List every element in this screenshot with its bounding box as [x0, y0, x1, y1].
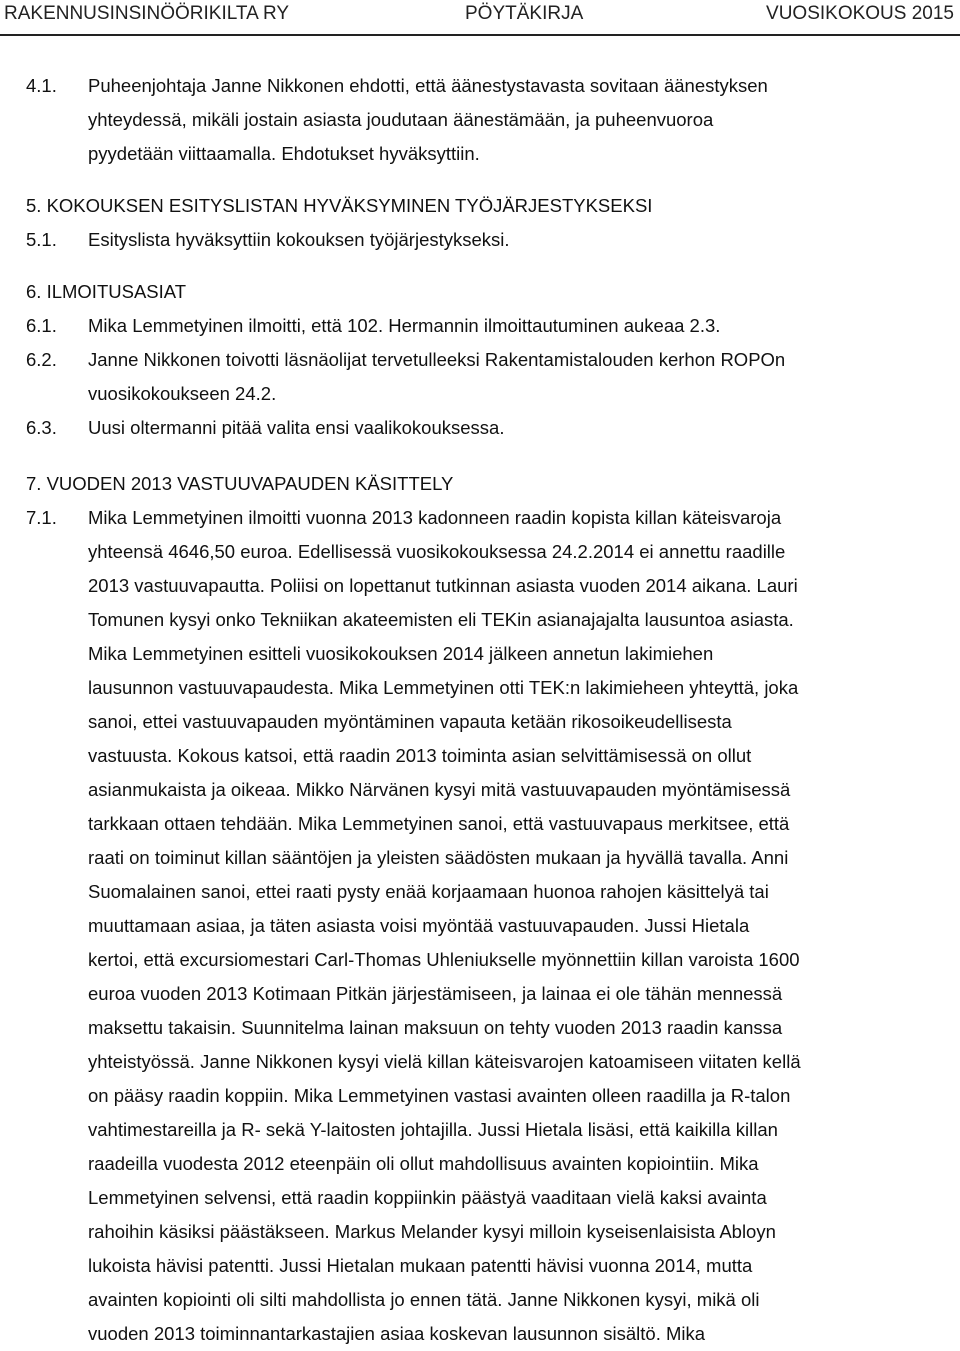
- item-text: tarkkaan ottaen tehdään. Mika Lemmetyinen sanoi, että vastuuvapaus merkitsee, että: [88, 813, 790, 834]
- item-text: Mika Lemmetyinen ilmoitti vuonna 2013 kadonneen raadin kopista killan käteisvaroja: [88, 507, 782, 528]
- section-7-heading: 7. VUODEN 2013 VASTUUVAPAUDEN KÄSITTELY: [26, 473, 454, 494]
- minutes-body: [0, 69, 960, 1351]
- item-line: [0, 1181, 960, 1215]
- section-heading: [0, 275, 960, 309]
- item-line: [0, 1317, 960, 1351]
- item-line: [0, 1113, 960, 1147]
- item-line: [0, 501, 960, 535]
- item-line: [0, 569, 960, 603]
- item-text: yhteensä 4646,50 euroa. Edellisessä vuosikokouksessa 24.2.2014 ei annettu raadille: [88, 541, 786, 562]
- item-text: raadeilla vuodesta 2012 eteenpäin oli ollut mahdollisuus avainten kopiointiin. Mika: [88, 1153, 759, 1174]
- item-text: Suomalainen sanoi, ettei raati pysty enää korjaamaan huonoa rahojen käsittelyä tai: [88, 881, 769, 902]
- item-text: Mika Lemmetyinen ilmoitti, että 102. Hermannin ilmoittautuminen aukeaa 2.3.: [88, 315, 721, 336]
- item-text: avainten kopiointi oli silti mahdollista jo ennen tätä. Janne Nikkonen kysyi, mikä oli: [88, 1289, 760, 1310]
- item-text: rahoihin käsiksi päästäkseen. Markus Melander kysyi milloin kyseisenlaisista Abloyn: [88, 1221, 776, 1242]
- item-text: sanoi, ettei vastuuvapauden myöntäminen vapauta ketään rikosoikeudellisesta: [88, 711, 732, 732]
- item-text: vahtimestareilla ja R- sekä Y-laitosten johtajilla. Jussi Hietala lisäsi, että kaikilla killan: [88, 1119, 778, 1140]
- item-line: [0, 671, 960, 705]
- section-5-heading: 5. KOKOUKSEN ESITYSLISTAN HYVÄKSYMINEN TYÖJÄRJESTYKSEKSI: [26, 195, 653, 216]
- item-text: asianmukaista ja oikeaa. Mikko Närvänen kysyi mitä vastuuvapauden myöntämisessä: [88, 779, 791, 800]
- item-line: [0, 1249, 960, 1283]
- item-line: [0, 875, 960, 909]
- item-number: 5.1.: [26, 229, 57, 250]
- item-line: [0, 909, 960, 943]
- item-text: maksettu takaisin. Suunnitelma lainan maksuun on tehty vuoden 2013 raadin kanssa: [88, 1017, 783, 1038]
- item-line: [0, 137, 960, 171]
- item-number: 4.1.: [26, 75, 57, 96]
- section-5: [0, 189, 960, 257]
- item-text: vuosikokoukseen 24.2.: [88, 383, 277, 404]
- page-header: [0, 0, 960, 30]
- item-line: [0, 807, 960, 841]
- item-text: lausunnon vastuuvapaudesta. Mika Lemmetyinen otti TEK:n lakimieheen yhteyttä, joka: [88, 677, 799, 698]
- item-text: Tomunen kysyi onko Tekniikan akateemisten eli TEKin asianajajalta lausuntoa asiasta.: [88, 609, 794, 630]
- item-line: [0, 841, 960, 875]
- item-text: Uusi oltermanni pitää valita ensi vaalikokouksessa.: [88, 417, 505, 438]
- header-divider: [0, 34, 960, 36]
- item-line: [0, 103, 960, 137]
- section-7: [0, 467, 960, 1351]
- item-text: yhteistyössä. Janne Nikkonen kysyi vielä killan käteisvarojen katoamiseen viitaten kellä: [88, 1051, 801, 1072]
- item-text: kertoi, että excursiomestari Carl-Thomas Uhleniukselle myönnettiin killan varoista 1600: [88, 949, 800, 970]
- item-line: [0, 535, 960, 569]
- item-text: lukoista hävisi patentti. Jussi Hietalan mukaan patentti hävisi vuonna 2014, mutta: [88, 1255, 753, 1276]
- item-line: [0, 977, 960, 1011]
- item-text: vastuusta. Kokous katsoi, että raadin 2013 toiminta asian selvittämisessä on ollut: [88, 745, 752, 766]
- section-heading: [0, 189, 960, 223]
- item-line: [0, 1215, 960, 1249]
- item-line: [0, 603, 960, 637]
- item-text: Puheenjohtaja Janne Nikkonen ehdotti, että äänestystavasta sovitaan äänestyksen: [88, 75, 768, 96]
- item-number: 7.1.: [26, 507, 57, 528]
- item-line: [0, 223, 960, 257]
- item-text: yhteydessä, mikäli jostain asiasta joudutaan äänestämään, ja puheenvuoroa: [88, 109, 714, 130]
- item-text: 2013 vastuuvapautta. Poliisi on lopettanut tutkinnan asiasta vuoden 2014 aikana. Lauri: [88, 575, 798, 596]
- section-6: [0, 275, 960, 445]
- item-text: euroa vuoden 2013 Kotimaan Pitkän järjestämiseen, ja lainaa ei ole tähän mennessä: [88, 983, 783, 1004]
- item-line: [0, 1283, 960, 1317]
- item-line: [0, 705, 960, 739]
- item-text: vuoden 2013 toiminnantarkastajien asiaa koskevan lausunnon sisältö. Mika: [88, 1323, 706, 1344]
- item-line: [0, 377, 960, 411]
- item-line: [0, 773, 960, 807]
- item-line: [0, 1011, 960, 1045]
- item-text: Mika Lemmetyinen esitteli vuosikokouksen 2014 jälkeen annetun lakimiehen: [88, 643, 714, 664]
- item-text: Janne Nikkonen toivotti läsnäolijat tervetulleeksi Rakentamistalouden kerhon ROPOn: [88, 349, 786, 370]
- item-line: [0, 1079, 960, 1113]
- item-text: raati on toiminut killan sääntöjen ja yleisten säädösten mukaan ja hyvällä tavalla. Anni: [88, 847, 789, 868]
- item-4-1: [0, 69, 960, 171]
- item-line: [0, 343, 960, 377]
- item-line: [0, 739, 960, 773]
- item-line: [0, 309, 960, 343]
- item-text: Esityslista hyväksyttiin kokouksen työjärjestykseksi.: [88, 229, 510, 250]
- item-line: [0, 637, 960, 671]
- item-text: on pääsy raadin koppiin. Mika Lemmetyinen vastasi avainten olleen raadilla ja R-talon: [88, 1085, 791, 1106]
- item-line: [0, 943, 960, 977]
- section-heading: [0, 467, 960, 501]
- item-line: [0, 1045, 960, 1079]
- item-number: 6.1.: [26, 315, 57, 336]
- item-text: pyydetään viittaamalla. Ehdotukset hyväksyttiin.: [88, 143, 480, 164]
- header-organization: RAKENNUSINSINÖÖRIKILTA RY: [4, 3, 290, 24]
- item-number: 6.2.: [26, 349, 57, 370]
- header-document-type: PÖYTÄKIRJA: [465, 3, 584, 24]
- item-line: [0, 69, 960, 103]
- item-text: muuttamaan asiaa, ja täten asiasta voisi myöntää vastuuvapauden. Jussi Hietala: [88, 915, 750, 936]
- item-line: [0, 1147, 960, 1181]
- item-text: Lemmetyinen selvensi, että raadin koppiinkin päästyä vaaditaan vielä kaksi avainta: [88, 1187, 767, 1208]
- section-6-heading: 6. ILMOITUSASIAT: [26, 281, 187, 302]
- header-meeting: VUOSIKOKOUS 2015: [766, 3, 954, 24]
- item-number: 6.3.: [26, 417, 57, 438]
- item-line: [0, 411, 960, 445]
